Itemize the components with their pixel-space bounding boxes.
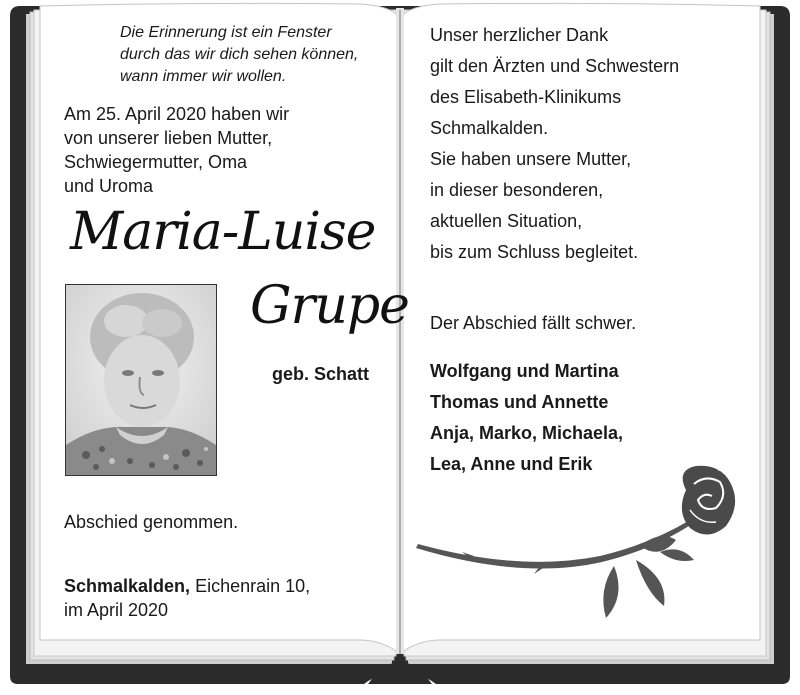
thanks-line: Unser herzlicher Dank <box>430 25 609 45</box>
portrait-photo <box>65 284 217 476</box>
address-line <box>64 574 310 598</box>
family-line: Anja, Marko, Michaela, <box>430 423 624 443</box>
intro-line: Schwiegermutter, Oma <box>64 152 248 172</box>
thanks-line: gilt den Ärzten und Schwestern <box>430 56 680 76</box>
address-street: Eichenrain 10, <box>190 576 311 596</box>
thanks-line: aktuellen Situation, <box>430 211 583 231</box>
address-block <box>64 574 310 622</box>
deceased-last-name: Grupe <box>250 276 409 336</box>
thanks-text <box>430 20 679 268</box>
family-line: Thomas und Annette <box>430 392 609 412</box>
motto-line: wann immer wir wollen. <box>120 68 287 85</box>
family-line: Wolfgang und Martina <box>430 361 619 381</box>
motto-line: Die Erinnerung ist ein Fenster <box>120 24 332 41</box>
thanks-line: Schmalkalden. <box>430 118 549 138</box>
thanks-line: Sie haben unsere Mutter, <box>430 149 632 169</box>
motto-line: durch das wir dich sehen können, <box>120 46 359 63</box>
intro-text <box>64 102 289 198</box>
deceased-first-name: Maria-Luise <box>70 202 376 262</box>
date-line: im April 2020 <box>64 600 169 620</box>
thanks-line: bis zum Schluss begleitet. <box>430 242 639 262</box>
farewell-text: Abschied genommen. <box>64 512 239 532</box>
intro-line: und Uroma <box>64 176 154 196</box>
closing-text: Der Abschied fällt schwer. <box>430 313 637 333</box>
family-names <box>430 356 623 480</box>
intro-line: Am 25. April 2020 haben wir <box>64 104 290 124</box>
motto <box>120 22 358 88</box>
address-town: Schmalkalden, <box>64 576 191 596</box>
thanks-line: des Elisabeth-Klinikums <box>430 87 622 107</box>
maiden-name: geb. Schatt <box>272 364 370 384</box>
thanks-line: in dieser besonderen, <box>430 180 604 200</box>
family-line: Lea, Anne und Erik <box>430 454 593 474</box>
intro-line: von unserer lieben Mutter, <box>64 128 273 148</box>
